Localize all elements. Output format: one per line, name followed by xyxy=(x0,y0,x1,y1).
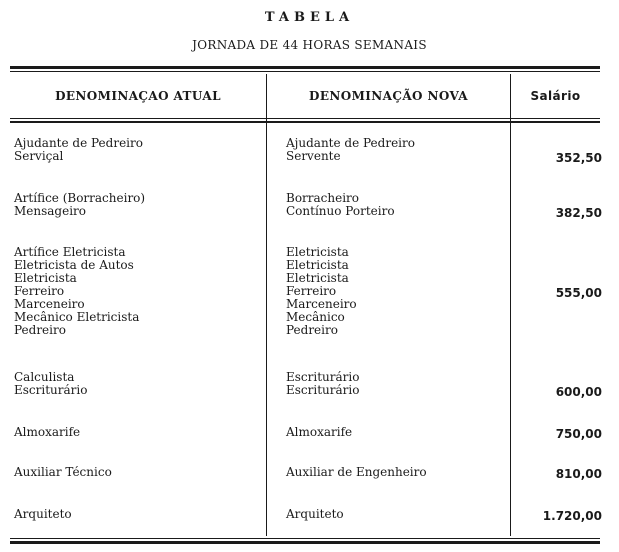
denominacao-atual-line: Mensageiro xyxy=(14,204,87,218)
denominacao-atual-line: Mecânico Eletricista xyxy=(14,310,140,324)
denominacao-atual-line: Marceneiro xyxy=(14,297,85,311)
denominacao-nova-line: Borracheiro xyxy=(286,191,360,205)
header-bottom-thick-rule xyxy=(10,121,600,123)
salario-cell: 600,00 xyxy=(555,385,602,399)
denominacao-nova-line: Eletricista xyxy=(286,245,349,259)
denominacao-atual-line: Eletricista de Autos xyxy=(14,258,134,272)
denominacao-nova-line: Auxiliar de Engenheiro xyxy=(286,465,427,479)
denominacao-atual-line: Eletricista xyxy=(14,271,77,285)
denominacao-nova-cell xyxy=(286,466,427,479)
denominacao-nova-line: Ajudante de Pedreiro xyxy=(286,136,415,150)
denominacao-atual-cell xyxy=(14,508,72,521)
denominacao-atual-line: Artífice Eletricista xyxy=(14,245,126,259)
salario-cell: 810,00 xyxy=(555,467,602,481)
top-thin-rule xyxy=(10,71,600,72)
denominacao-atual-line: Pedreiro xyxy=(14,323,66,337)
header-denominacao-atual: DENOMINAÇAO ATUAL xyxy=(55,89,221,103)
salario-cell: 382,50 xyxy=(555,206,602,220)
denominacao-atual-cell xyxy=(14,246,139,337)
denominacao-nova-line: Servente xyxy=(286,149,341,163)
denominacao-atual-line: Ajudante de Pedreiro xyxy=(14,136,143,150)
denominacao-atual-cell xyxy=(14,426,80,439)
bottom-thick-rule xyxy=(10,541,600,544)
denominacao-nova-cell xyxy=(286,192,395,218)
salario-cell: 1.720,00 xyxy=(542,509,602,523)
table-subtitle: JORNADA DE 44 HORAS SEMANAIS xyxy=(192,38,427,52)
denominacao-nova-line: Marceneiro xyxy=(286,297,357,311)
denominacao-atual-cell xyxy=(14,466,112,479)
denominacao-nova-line: Eletricista xyxy=(286,258,349,272)
header-bottom-rule xyxy=(10,118,600,119)
denominacao-atual-line: Artífice (Borracheiro) xyxy=(14,191,146,205)
denominacao-nova-line: Almoxarife xyxy=(286,425,353,439)
denominacao-atual-cell xyxy=(14,192,145,218)
denominacao-atual-line: Serviçal xyxy=(14,149,64,163)
denominacao-atual-line: Arquiteto xyxy=(14,507,72,521)
top-thick-rule xyxy=(10,66,600,69)
header-denominacao-nova: DENOMINAÇÃO NOVA xyxy=(309,89,468,103)
header-salario: Salário xyxy=(530,89,581,103)
denominacao-nova-line: Arquiteto xyxy=(286,507,344,521)
salario-cell: 352,50 xyxy=(555,151,602,165)
denominacao-atual-line: Calculista xyxy=(14,370,75,384)
bottom-thin-rule xyxy=(10,538,600,539)
denominacao-atual-line: Auxiliar Técnico xyxy=(14,465,112,479)
denominacao-nova-cell xyxy=(286,137,415,163)
salario-cell: 750,00 xyxy=(555,427,602,441)
denominacao-nova-line: Escriturário xyxy=(286,383,360,397)
denominacao-nova-line: Mecânico xyxy=(286,310,345,324)
denominacao-nova-line: Ferreiro xyxy=(286,284,337,298)
denominacao-atual-line: Almoxarife xyxy=(14,425,81,439)
salario-cell: 555,00 xyxy=(555,286,602,300)
denominacao-atual-line: Escriturário xyxy=(14,383,88,397)
denominacao-nova-line: Escriturário xyxy=(286,370,360,384)
column-divider-2 xyxy=(510,74,511,536)
denominacao-nova-line: Pedreiro xyxy=(286,323,338,337)
denominacao-atual-line: Ferreiro xyxy=(14,284,65,298)
denominacao-nova-line: Eletricista xyxy=(286,271,349,285)
denominacao-atual-cell xyxy=(14,371,87,397)
denominacao-nova-cell xyxy=(286,508,344,521)
denominacao-nova-cell xyxy=(286,426,352,439)
table-title: TABELA xyxy=(264,10,355,25)
column-divider-1 xyxy=(266,74,267,536)
denominacao-nova-cell xyxy=(286,371,359,397)
denominacao-atual-cell xyxy=(14,137,143,163)
denominacao-nova-cell xyxy=(286,246,357,337)
denominacao-nova-line: Contínuo Porteiro xyxy=(286,204,395,218)
